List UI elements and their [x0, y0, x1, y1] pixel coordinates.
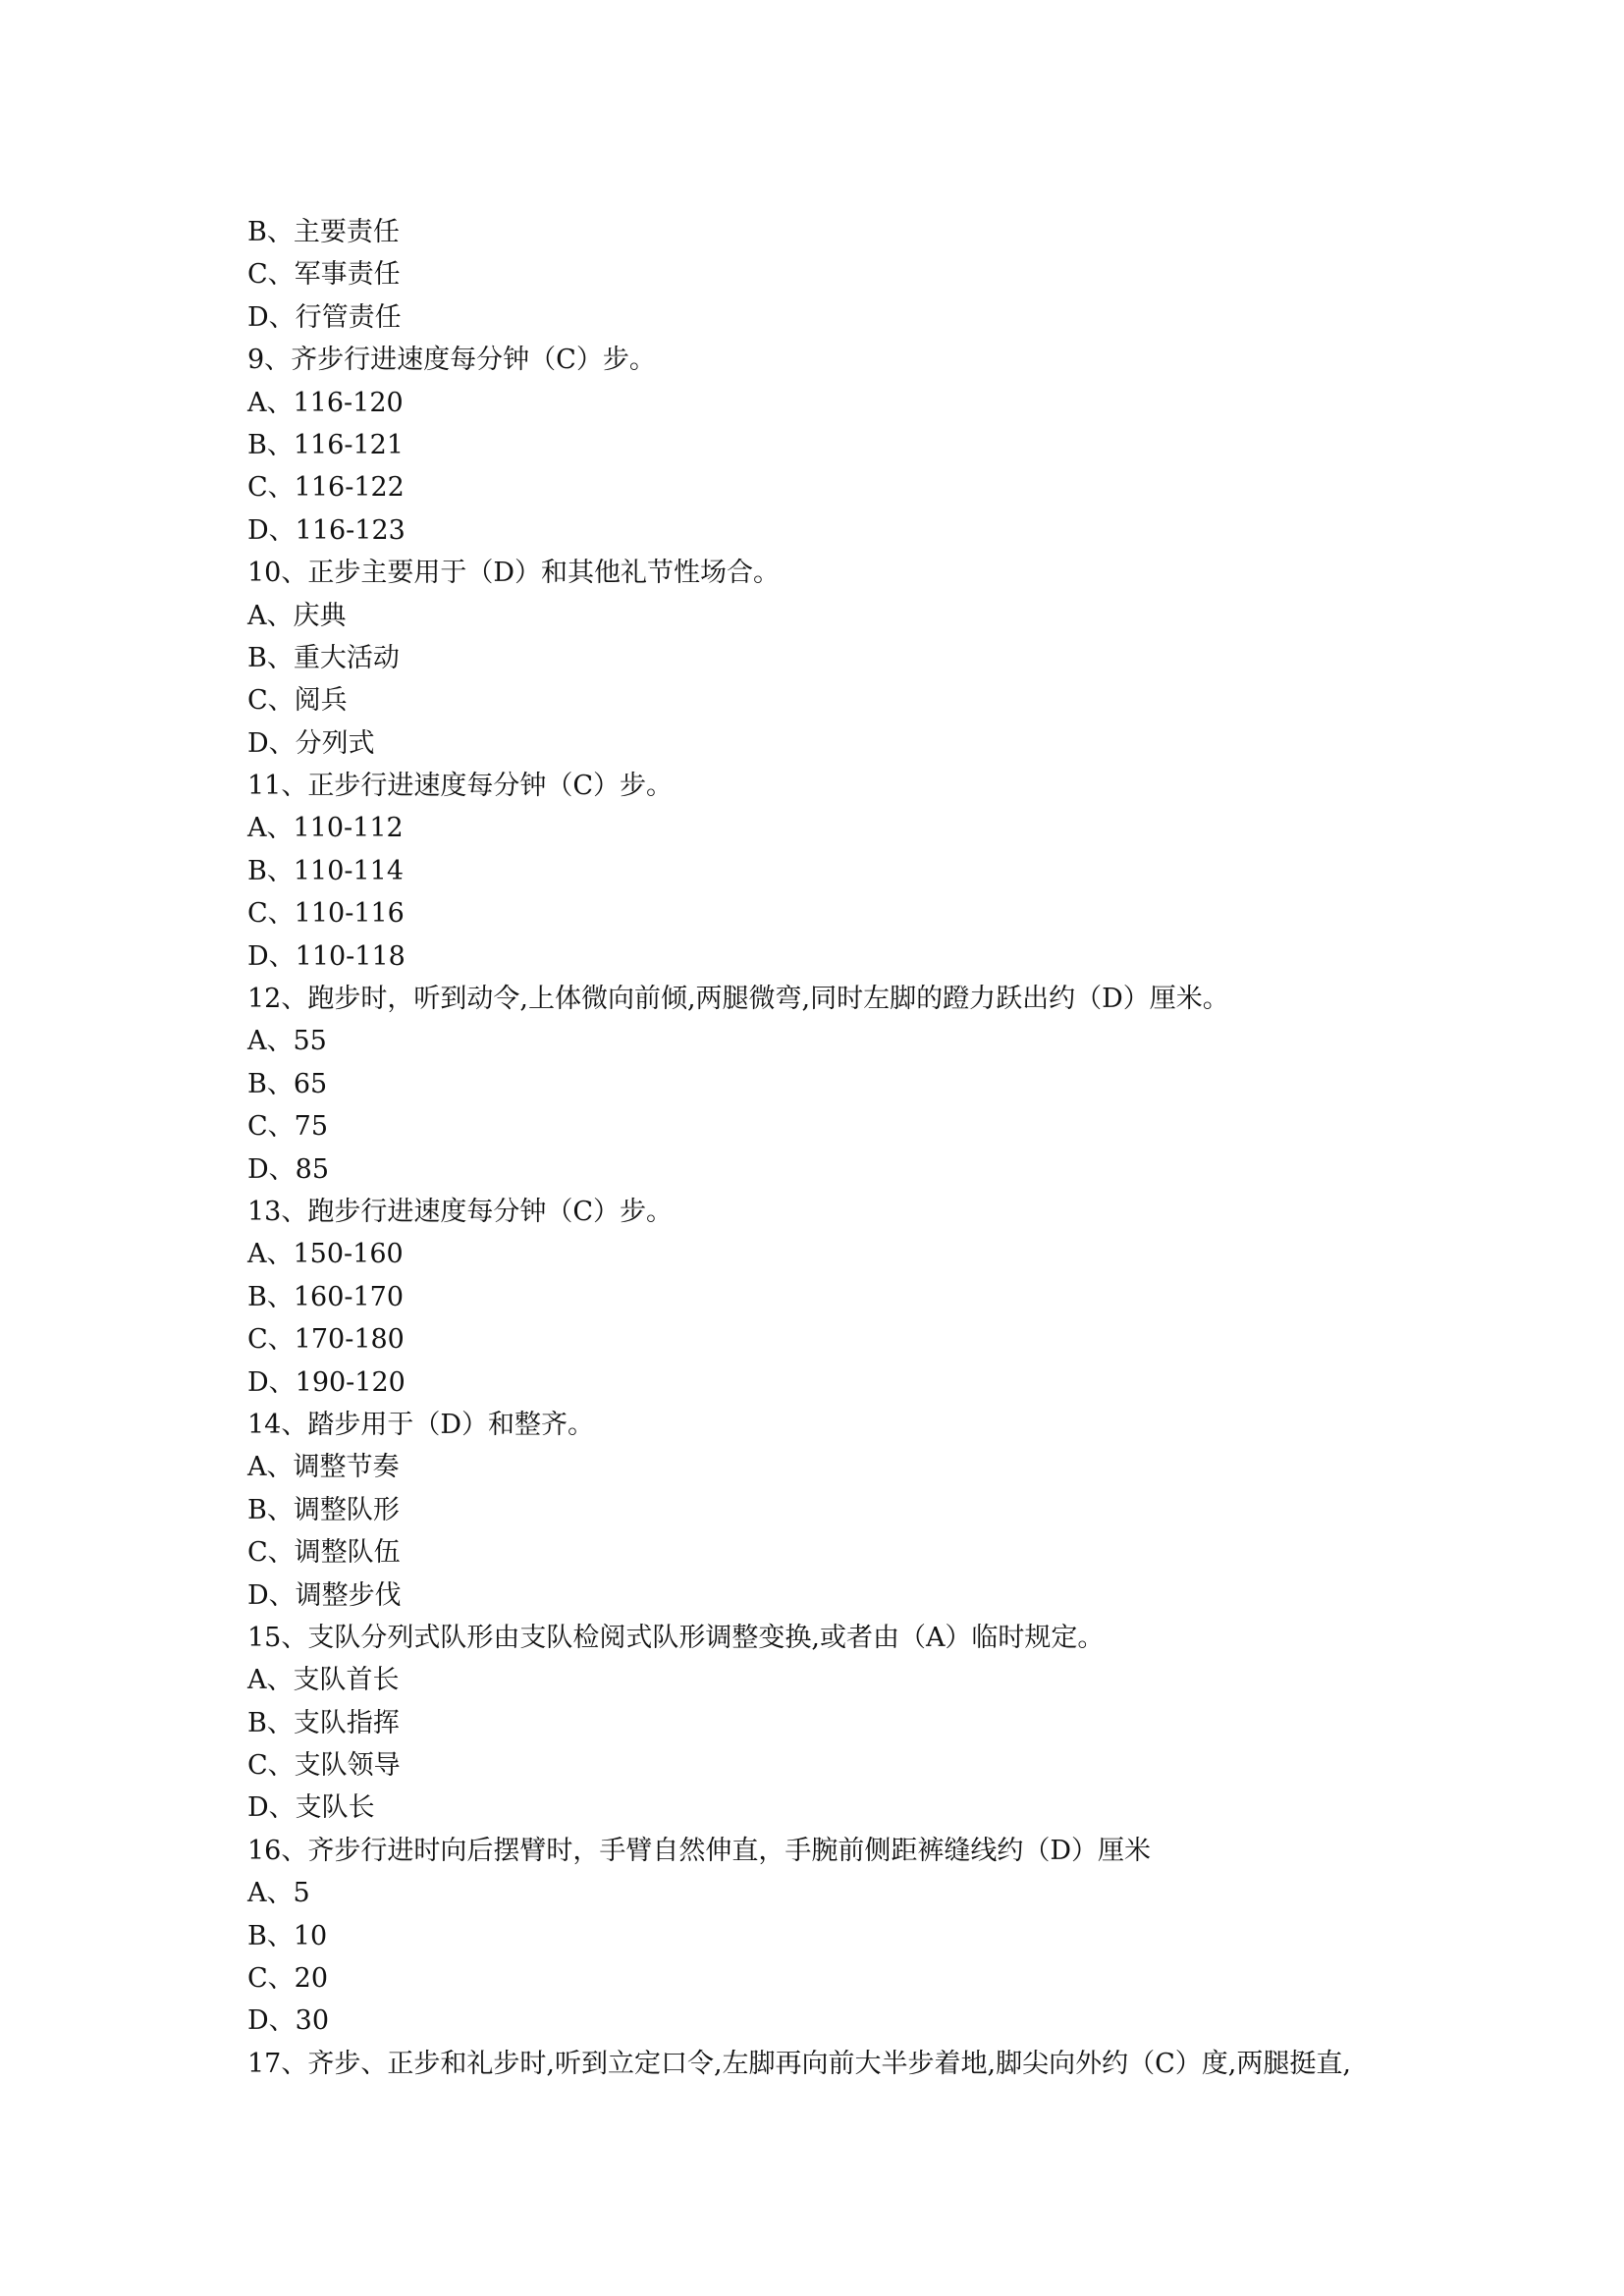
answer-option: A、110-112 — [247, 813, 404, 844]
answer-option: D、分列式 — [247, 727, 375, 759]
question-text: 11、正步行进速度每分钟（C）步。 — [247, 771, 674, 802]
answer-option: D、行管责任 — [247, 301, 402, 333]
answer-option: D、85 — [247, 1153, 330, 1185]
answer-option: A、支队首长 — [247, 1665, 400, 1696]
question-text: 14、踏步用于（D）和整齐。 — [247, 1409, 595, 1440]
answer-option: C、军事责任 — [247, 259, 401, 291]
answer-option: A、5 — [247, 1878, 310, 1909]
answer-option: D、110-118 — [247, 940, 406, 972]
answer-option: A、55 — [247, 1026, 327, 1057]
question-text: 12、跑步时，听到动令,上体微向前倾,两腿微弯,同时左脚的蹬力跃出约（D）厘米。 — [247, 984, 1229, 1015]
question-text: 9、齐步行进速度每分钟（C）步。 — [247, 345, 656, 376]
answer-option: C、170-180 — [247, 1324, 405, 1356]
answer-option: C、支队领导 — [247, 1750, 401, 1782]
answer-option: A、庆典 — [247, 600, 347, 631]
answer-option: B、110-114 — [247, 855, 405, 886]
question-text: 13、跑步行进速度每分钟（C）步。 — [247, 1196, 674, 1227]
question-text: 10、正步主要用于（D）和其他礼节性场合。 — [247, 558, 781, 589]
question-text: 15、支队分列式队形由支队检阅式队形调整变换,或者由（A）临时规定。 — [247, 1622, 1105, 1653]
answer-option: D、调整步伐 — [247, 1579, 402, 1611]
answer-option: C、阅兵 — [247, 685, 348, 717]
answer-option: C、75 — [247, 1111, 329, 1143]
answer-option: B、主要责任 — [247, 217, 400, 247]
answer-option: A、调整节奏 — [247, 1452, 400, 1483]
question-text: 17、齐步、正步和礼步时,听到立定口令,左脚再向前大半步着地,脚尖向外约（C）度,两腿挺直, — [247, 2048, 1351, 2079]
answer-option: C、110-116 — [247, 898, 405, 930]
answer-option: B、调整队形 — [247, 1494, 400, 1525]
answer-option: B、支队指挥 — [247, 1707, 400, 1738]
answer-option: B、65 — [247, 1068, 328, 1099]
answer-option: C、调整队伍 — [247, 1537, 401, 1569]
answer-option: D、支队长 — [247, 1792, 375, 1824]
answer-option: C、20 — [247, 1963, 329, 1995]
document-page — [247, 211, 1386, 2085]
answer-option: B、160-170 — [247, 1281, 405, 1312]
answer-option: C、116-122 — [247, 472, 405, 504]
answer-option: B、重大活动 — [247, 642, 400, 673]
answer-option: B、10 — [247, 1920, 328, 1951]
answer-option: A、116-120 — [247, 387, 404, 418]
answer-option: D、190-120 — [247, 1366, 406, 1398]
question-text: 16、齐步行进时向后摆臂时，手臂自然伸直，手腕前侧距裤缝线约（D）厘米 — [247, 1835, 1152, 1866]
answer-option: B、116-121 — [247, 429, 405, 460]
answer-option: D、30 — [247, 2005, 330, 2037]
answer-option: D、116-123 — [247, 514, 406, 546]
answer-option: A、150-160 — [247, 1239, 404, 1270]
